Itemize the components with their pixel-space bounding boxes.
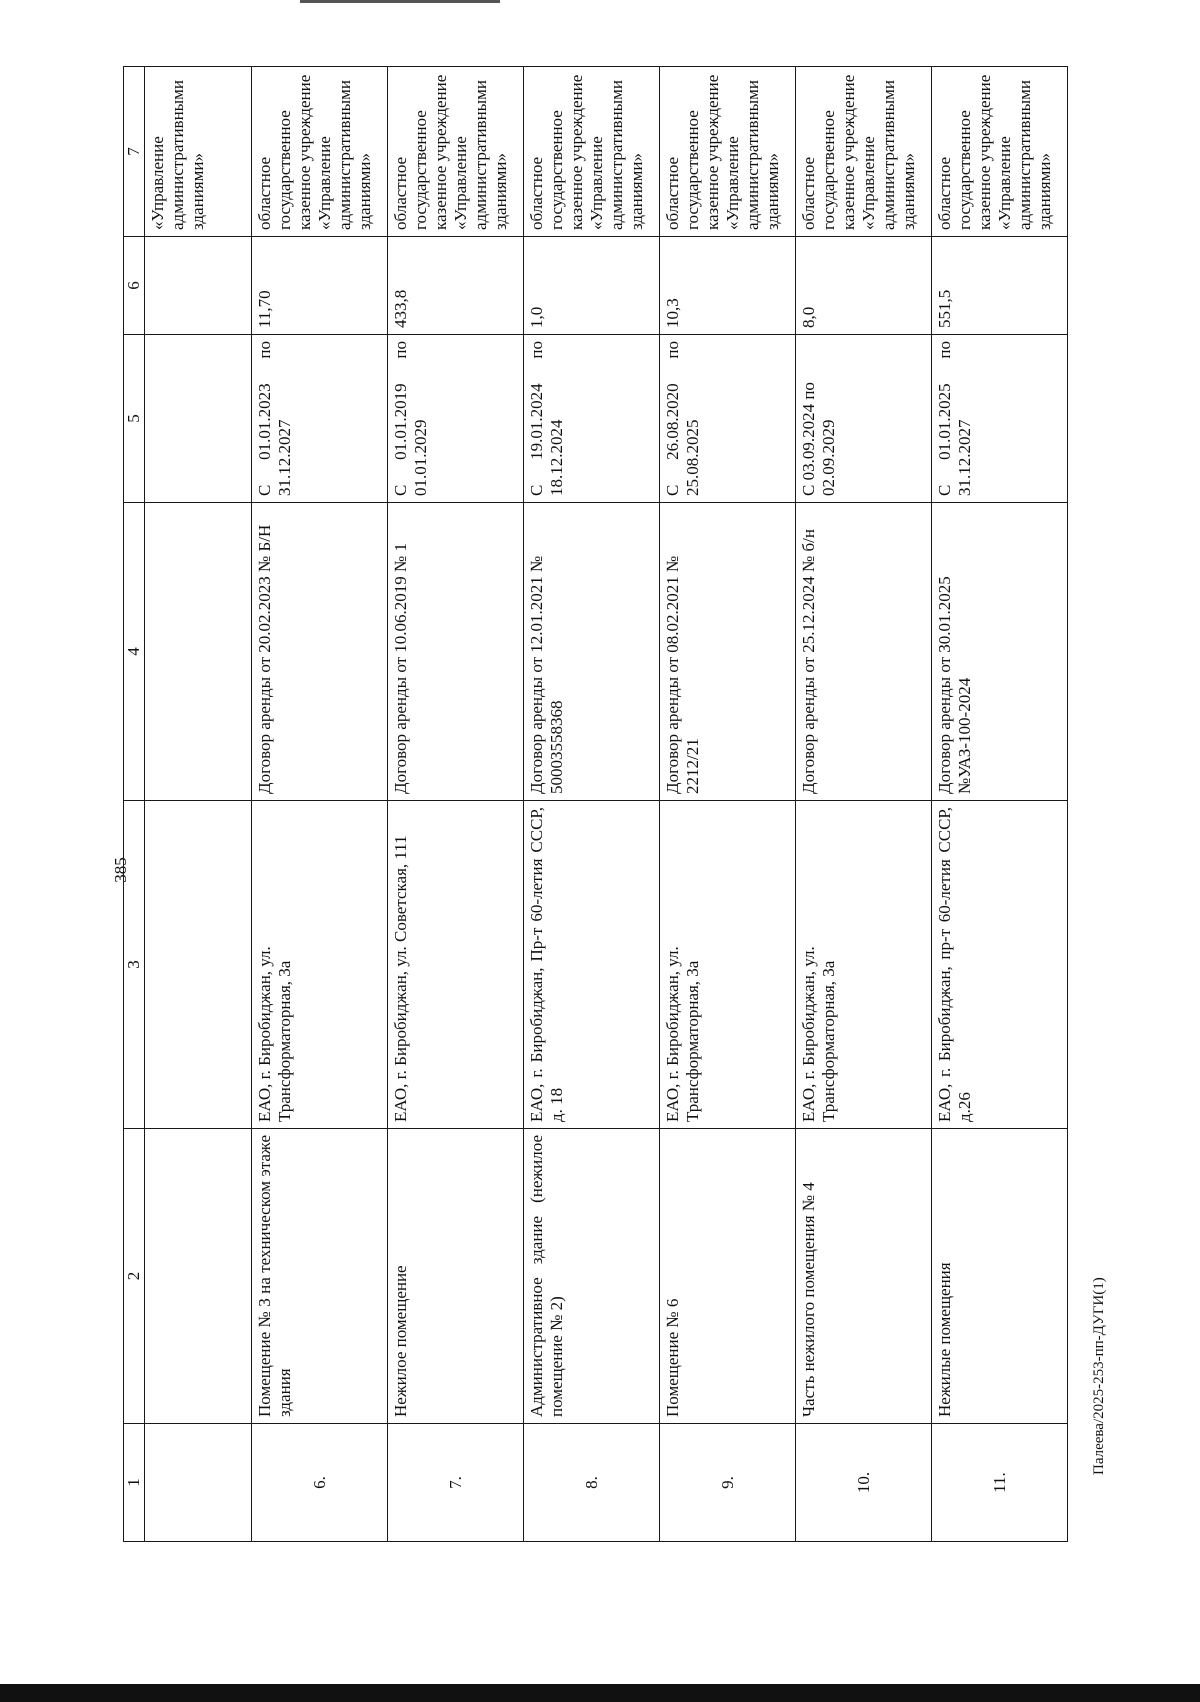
area: 8,0 xyxy=(796,237,932,335)
scan-bottom-edge xyxy=(0,1684,1200,1702)
table-row xyxy=(252,67,388,1542)
holder: областное государственное казенное учреждение «Управление административными зданиями» xyxy=(524,67,660,237)
row-number: 6. xyxy=(252,1424,388,1542)
holder: областное государственное казенное учреждение «Управление административными зданиями» xyxy=(660,67,796,237)
contract: Договор аренды от 10.06.2019 № 1 xyxy=(388,503,524,801)
premises-name: Нежилые помещения xyxy=(932,1129,1068,1424)
lease-period: С 03.09.2024 по 02.09.2029 xyxy=(796,335,932,503)
document-code: Палеева/2025-253-пп-ДУГИ(1) xyxy=(1091,1277,1107,1475)
lease-period: С 19.01.2024 по 18.12.2024 xyxy=(524,335,660,503)
address: ЕАО, г. Биробиджан, ул. Советская, 111 xyxy=(388,801,524,1129)
area: 11,70 xyxy=(252,237,388,335)
lease-table xyxy=(123,66,1068,1542)
premises-name: Нежилое помещение xyxy=(388,1129,524,1424)
address: ЕАО, г. Биробиджан, Пр-т 60-летия СССР, д. 18 xyxy=(524,801,660,1129)
header-col-3: 3 xyxy=(124,801,145,1129)
lease-period: С 01.01.2023 по 31.12.2027 xyxy=(252,335,388,503)
table-row xyxy=(524,67,660,1542)
scan-edge-mark xyxy=(300,0,500,3)
premises-name: Административное здание (нежилое помещение № 2) xyxy=(524,1129,660,1424)
lease-period: С 01.01.2019 по 01.01.2029 xyxy=(388,335,524,503)
area: 551,5 xyxy=(932,237,1068,335)
row-number: 11. xyxy=(932,1424,1068,1542)
address: ЕАО, г. Биробиджан, ул. Трансформаторная, 3а xyxy=(252,801,388,1129)
row-number: 9. xyxy=(660,1424,796,1542)
premises-name: Часть нежилого помещения № 4 xyxy=(796,1129,932,1424)
table-row xyxy=(796,67,932,1542)
header-col-6: 6 xyxy=(124,237,145,335)
address: ЕАО, г. Биробиджан, ул. Трансформаторная, 3а xyxy=(796,801,932,1129)
continuation-row xyxy=(145,67,252,1542)
premises-name: Помещение № 3 на техническом этаже здания xyxy=(252,1129,388,1424)
header-row xyxy=(124,67,145,1542)
premises-name: Помещение № 6 xyxy=(660,1129,796,1424)
contract: Договор аренды от 12.01.2021 № 50003558368 xyxy=(524,503,660,801)
row-number: 8. xyxy=(524,1424,660,1542)
header-col-7: 7 xyxy=(124,67,145,237)
area: 10,3 xyxy=(660,237,796,335)
header-col-1: 1 xyxy=(124,1424,145,1542)
holder: областное государственное казенное учреждение «Управление административными зданиями» xyxy=(252,67,388,237)
contract: Договор аренды от 30.01.2025 №УАЗ-100-2024 xyxy=(932,503,1068,801)
contract: Договор аренды от 20.02.2023 № Б/Н xyxy=(252,503,388,801)
holder: областное государственное казенное учреждение «Управление административными зданиями» xyxy=(796,67,932,237)
header-col-2: 2 xyxy=(124,1129,145,1424)
area: 433,8 xyxy=(388,237,524,335)
area: 1,0 xyxy=(524,237,660,335)
continuation-holder: «Управление административными зданиями» xyxy=(145,67,252,237)
header-col-5: 5 xyxy=(124,335,145,503)
holder: областное государственное казенное учреждение «Управление административными зданиями» xyxy=(388,67,524,237)
table-row xyxy=(932,67,1068,1542)
header-col-4: 4 xyxy=(124,503,145,801)
row-number: 7. xyxy=(388,1424,524,1542)
table-row xyxy=(660,67,796,1542)
address: ЕАО, г. Биробиджан, пр-т 60-летия СССР, д.26 xyxy=(932,801,1068,1129)
holder: областное государственное казенное учреждение «Управление административными зданиями» xyxy=(932,67,1068,237)
row-number: 10. xyxy=(796,1424,932,1542)
lease-period: С 26.08.2020 по 25.08.2025 xyxy=(660,335,796,503)
lease-period: С 01.01.2025 по 31.12.2027 xyxy=(932,335,1068,503)
address: ЕАО, г. Биробиджан, ул. Трансформаторная, 3а xyxy=(660,801,796,1129)
page-number: 385 xyxy=(111,857,130,883)
table-row xyxy=(388,67,524,1542)
contract: Договор аренды от 25.12.2024 № б/н xyxy=(796,503,932,801)
contract: Договор аренды от 08.02.2021 № 2212/21 xyxy=(660,503,796,801)
